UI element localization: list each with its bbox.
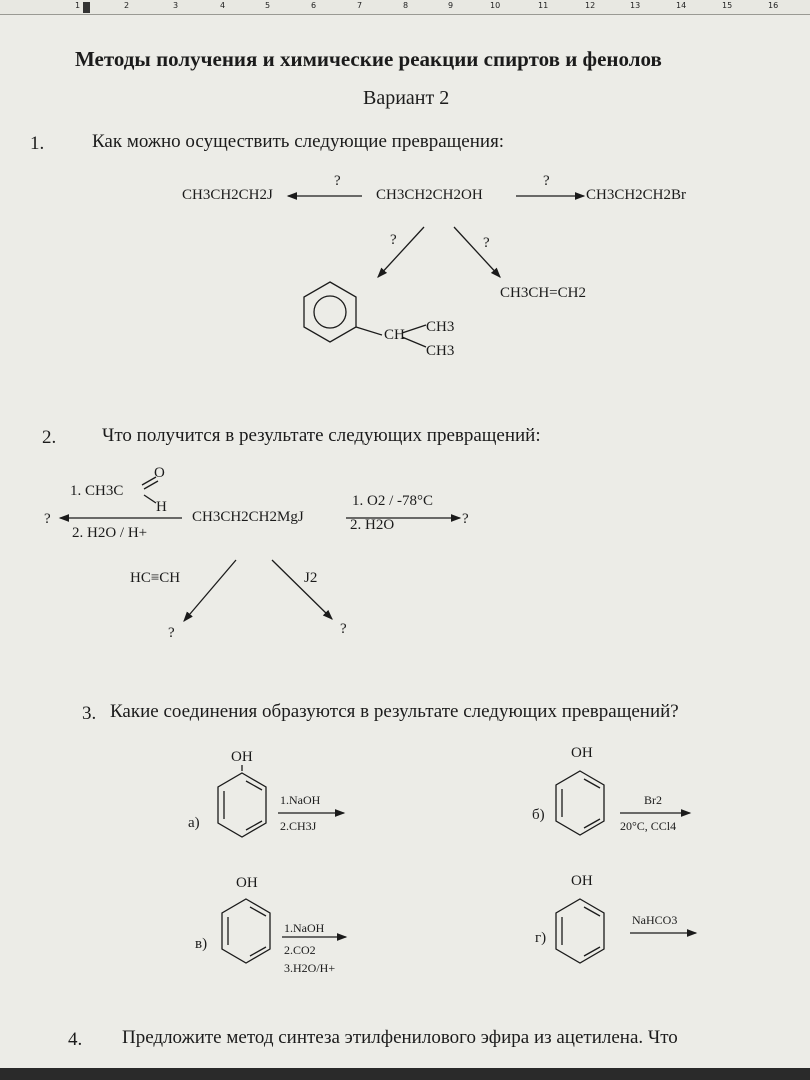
- q2-aldehyde-o: O: [154, 465, 165, 481]
- q3-v-double-bond: [250, 907, 266, 916]
- q2-question-mark: ?: [340, 621, 347, 637]
- q1-bond: [402, 337, 426, 347]
- q3-a-double-bond: [246, 781, 262, 790]
- q2-aldehyde-h: H: [156, 499, 167, 515]
- q3-g-double-bond: [584, 907, 600, 916]
- q3-b-double-bond: [584, 779, 600, 788]
- q1-bromopropane: CH3CH2CH2Br: [586, 187, 687, 203]
- q1-bond: [356, 327, 382, 335]
- q2-question-mark: ?: [462, 511, 469, 527]
- q1-propanol: CH3CH2CH2OH: [376, 187, 483, 203]
- ruler-tick: 5: [265, 1, 271, 10]
- q3-g-reagent: NaHCO3: [632, 913, 678, 927]
- document-page[interactable]: [0, 15, 810, 1075]
- q2-water: 2. H2O: [350, 517, 395, 533]
- q3-v-reagent: 2.CO2: [284, 943, 316, 957]
- question-3-text: Какие соединения образуются в результате следующих превращений?: [110, 701, 679, 722]
- q2-grignard: CH3CH2CH2MgJ: [192, 509, 304, 525]
- ruler-tick: 4: [220, 1, 226, 10]
- q3-oh: OH: [571, 873, 593, 889]
- q2-oxygen: 1. O2 / -78°C: [352, 493, 433, 509]
- ruler-tick: 1: [75, 1, 81, 10]
- ruler-tick: 13: [630, 1, 641, 10]
- q2-arrow-down-left: [184, 560, 236, 621]
- ruler-tick: 12: [585, 1, 596, 10]
- question-2-text: Что получится в результате следующих превращений:: [102, 425, 541, 446]
- page-title: Методы получения и химические реакции спиртов и фенолов: [75, 47, 662, 71]
- q1-benzene-ring: [304, 282, 356, 342]
- q3-label-a: а): [188, 815, 200, 831]
- q1-cumene-ch3: CH3: [426, 319, 455, 335]
- q2-acetylene: HC≡CH: [130, 570, 181, 586]
- q1-question-mark: ?: [483, 235, 490, 251]
- q3-b-double-bond: [584, 819, 600, 828]
- q2-hydrolysis: 2. H2O / H+: [72, 525, 148, 541]
- q3-a-reagent: 2.CH3J: [280, 819, 317, 833]
- q3-v-ring: [222, 899, 270, 963]
- q1-cumene-ch: CH: [384, 327, 405, 343]
- q1-question-mark: ?: [543, 173, 550, 189]
- variant-heading: Вариант 2: [363, 87, 450, 109]
- q1-cumene-ch3: CH3: [426, 343, 455, 359]
- ruler-tick: 16: [768, 1, 779, 10]
- q2-ch-bond: [144, 495, 156, 503]
- q3-label-v: в): [195, 936, 208, 952]
- q3-oh: OH: [236, 875, 258, 891]
- q3-oh: OH: [571, 745, 593, 761]
- question-2-number: 2.: [42, 427, 57, 448]
- q1-bond: [402, 325, 426, 333]
- q3-v-reagent: 1.NaOH: [284, 921, 325, 935]
- q3-label-b: б): [532, 807, 545, 823]
- q2-question-mark: ?: [44, 511, 51, 527]
- q1-propene: CH3CH=CH2: [500, 285, 586, 301]
- ruler-tick: 10: [490, 1, 501, 10]
- screen-bezel: [0, 1068, 810, 1080]
- ruler-tick: 3: [173, 1, 179, 10]
- q3-a-double-bond: [246, 821, 262, 830]
- q2-acetaldehyde: 1. CH3C: [70, 483, 124, 499]
- q1-question-mark: ?: [390, 232, 397, 248]
- q1-arrow-down-left: [378, 227, 424, 277]
- question-1-text: Как можно осуществить следующие превращения:: [92, 131, 505, 152]
- ruler-tick: 11: [538, 1, 549, 10]
- question-4-number: 4.: [68, 1029, 83, 1050]
- q3-g-ring: [556, 899, 604, 963]
- q3-oh: OH: [231, 749, 253, 765]
- q3-label-g: г): [535, 930, 547, 946]
- ruler-tick: 14: [676, 1, 687, 10]
- ruler-tick: 2: [124, 1, 130, 10]
- reaction-diagram: [0, 15, 810, 1075]
- q3-g-double-bond: [584, 947, 600, 956]
- q3-a-ring: [218, 773, 266, 837]
- ruler-tick: 15: [722, 1, 733, 10]
- ruler[interactable]: [0, 0, 810, 15]
- q2-question-mark: ?: [168, 625, 175, 641]
- question-3-number: 3.: [82, 703, 97, 724]
- q1-iodopropane: CH3CH2CH2J: [182, 187, 273, 203]
- q3-v-reagent: 3.H2O/H+: [284, 961, 336, 975]
- q3-a-reagent: 1.NaOH: [280, 793, 321, 807]
- ruler-tick: 8: [403, 1, 409, 10]
- q3-b-reagent: 20°C, CCl4: [620, 819, 677, 833]
- q1-question-mark: ?: [334, 173, 341, 189]
- q2-iodine: J2: [304, 570, 318, 586]
- q3-b-ring: [556, 771, 604, 835]
- q1-benzene-circle: [314, 296, 346, 328]
- ruler-tick: 9: [448, 1, 454, 10]
- ruler-tick: 6: [311, 1, 317, 10]
- q3-v-double-bond: [250, 947, 266, 956]
- question-1-number: 1.: [30, 133, 45, 154]
- ruler-tick: 7: [357, 1, 363, 10]
- q1-arrow-down-right: [454, 227, 500, 277]
- q2-arrow-down-right: [272, 560, 332, 619]
- q3-b-reagent: Br2: [644, 793, 662, 807]
- question-4-text: Предложите метод синтеза этилфенилового эфира из ацетилена. Что: [122, 1027, 678, 1048]
- indent-marker[interactable]: [83, 2, 90, 13]
